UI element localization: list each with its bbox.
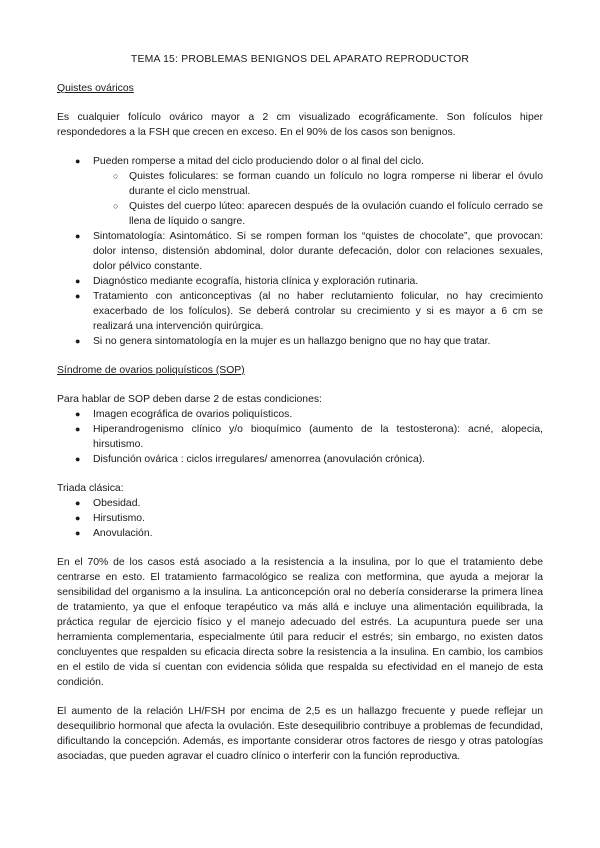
list-item-text: Si no genera sintomatología en la mujer es un hallazgo benigno que no hay que tratar. [93, 336, 491, 347]
document-body [57, 52, 543, 778]
list-item [57, 511, 543, 526]
list-item-text: Diagnóstico mediante ecografía, historia clínica y exploración rutinaria. [93, 276, 419, 287]
pcos-paragraph-lh-fsh: El aumento de la relación LH/FSH por encima de 2,5 es un hallazgo frecuente y puede reflejar un desequilibrio hormonal que afecta la ovulación. Este desequilibrio contribuye a problemas de fecundidad, dificultando la concepción. Además, es importante considerar otros factores de riesgo y otras patologías asociadas, que pueden agravar el cuadro clínico o interferir con la función reproductiva. [57, 706, 543, 762]
section-heading-ovarian-cysts: Quistes ováricos [57, 83, 134, 94]
bullet-icon: ● [75, 336, 81, 346]
bullet-icon: ● [75, 498, 81, 508]
document-title: TEMA 15: PROBLEMAS BENIGNOS DEL APARATO REPRODUCTOR [130, 54, 470, 65]
bullet-icon: ● [75, 528, 81, 538]
pcos-paragraph-treatment: En el 70% de los casos está asociado a la resistencia a la insulina, por lo que el tratamiento debe centrarse en esto. El tratamiento farmacológico se realiza con metformina, que ayuda a mejorar la sensibilidad del organismo a la insulina. La anticoncepción oral no debería considerarse la primera línea de tratamiento, ya que el enfoque terapéutico va más allá e incluye una alimentación equilibrada, la práctica regular de ejercicio físico y el manejo adecuado del estrés. La acupuntura puede ser una herramienta complementaria, especialmente útil para reducir el estrés; sin embargo, no existen datos concluyentes que respalden su eficacia directa sobre la resistencia a la insulina. En cambio, los cambios en el estilo de vida sí cuentan con evidencia sólida que respalda su efectividad en el manejo de esta condición. [57, 557, 543, 688]
list-item [57, 422, 543, 452]
list-item-text: Imagen ecográfica de ovarios poliquísticos. [93, 409, 293, 420]
list-item-text: Disfunción ovárica : ciclos irregulares/ amenorrea (anovulación crónica). [93, 454, 426, 465]
list-item [57, 274, 543, 289]
bullet-icon: ● [75, 231, 81, 241]
ovarian-cysts-intro: Es cualquier folículo ovárico mayor a 2 cm visualizado ecográficamente. Son folículos hiper respondedores a la FSH que crecen en exceso. En el 90% de los casos son benignos. [57, 112, 543, 138]
list-item-text: Tratamiento con anticonceptivas (al no haber reclutamiento folicular, no hay crecimiento exacerbado de los folículos). Se deberá controlar su crecimiento y si es mayor a 6 cm se realizará una intervención quirúrgica. [93, 291, 543, 332]
pcos-intro: Para hablar de SOP deben darse 2 de estas condiciones: [57, 394, 322, 405]
list-item [57, 289, 543, 334]
list-item [57, 334, 543, 349]
sub-list-item-text: Quistes del cuerpo lúteo: aparecen después de la ovulación cuando el folículo cerrado se llena de líquido o sangre. [129, 201, 543, 227]
sub-list-item [57, 199, 543, 229]
section-heading-pcos: Síndrome de ovarios poliquísticos (SOP) [57, 365, 245, 376]
list-item-text: Hiperandrogenismo clínico y/o bioquímico (aumento de la testosterona): acné, alopecia, hirsutismo. [93, 424, 543, 450]
bullet-icon: ● [75, 513, 81, 523]
list-item [57, 229, 543, 274]
list-item [57, 496, 543, 511]
ovarian-cysts-list [57, 154, 543, 349]
list-item-text: Obesidad. [93, 498, 141, 509]
triad-label: Triada clásica: [57, 483, 124, 494]
hollow-bullet-icon: ○ [113, 171, 119, 181]
bullet-icon: ● [75, 409, 81, 419]
bullet-icon: ● [75, 291, 81, 301]
bullet-icon: ● [75, 156, 81, 166]
hollow-bullet-icon: ○ [113, 201, 119, 211]
list-item-text: Hirsutismo. [93, 513, 145, 524]
list-item [57, 407, 543, 422]
list-item [57, 154, 543, 169]
triad-list [57, 496, 543, 541]
sub-list-item-text: Quistes foliculares: se forman cuando un folículo no logra romperse ni liberar el óvulo durante el ciclo menstrual. [129, 171, 543, 197]
bullet-icon: ● [75, 454, 81, 464]
list-item-text: Pueden romperse a mitad del ciclo produciendo dolor o al final del ciclo. [93, 156, 424, 167]
sub-list-item [57, 169, 543, 199]
bullet-icon: ● [75, 276, 81, 286]
list-item [57, 526, 543, 541]
pcos-conditions-list [57, 407, 543, 467]
list-item [57, 452, 543, 467]
list-item-text: Anovulación. [93, 528, 153, 539]
bullet-icon: ● [75, 424, 81, 434]
list-item-text: Sintomatología: Asintomático. Si se rompen forman los “quistes de chocolate”, que provocan: dolor intenso, distensión abdominal, dolor durante defecación, dolor con relaciones sexuales, dolor pélvico constante. [93, 231, 543, 272]
